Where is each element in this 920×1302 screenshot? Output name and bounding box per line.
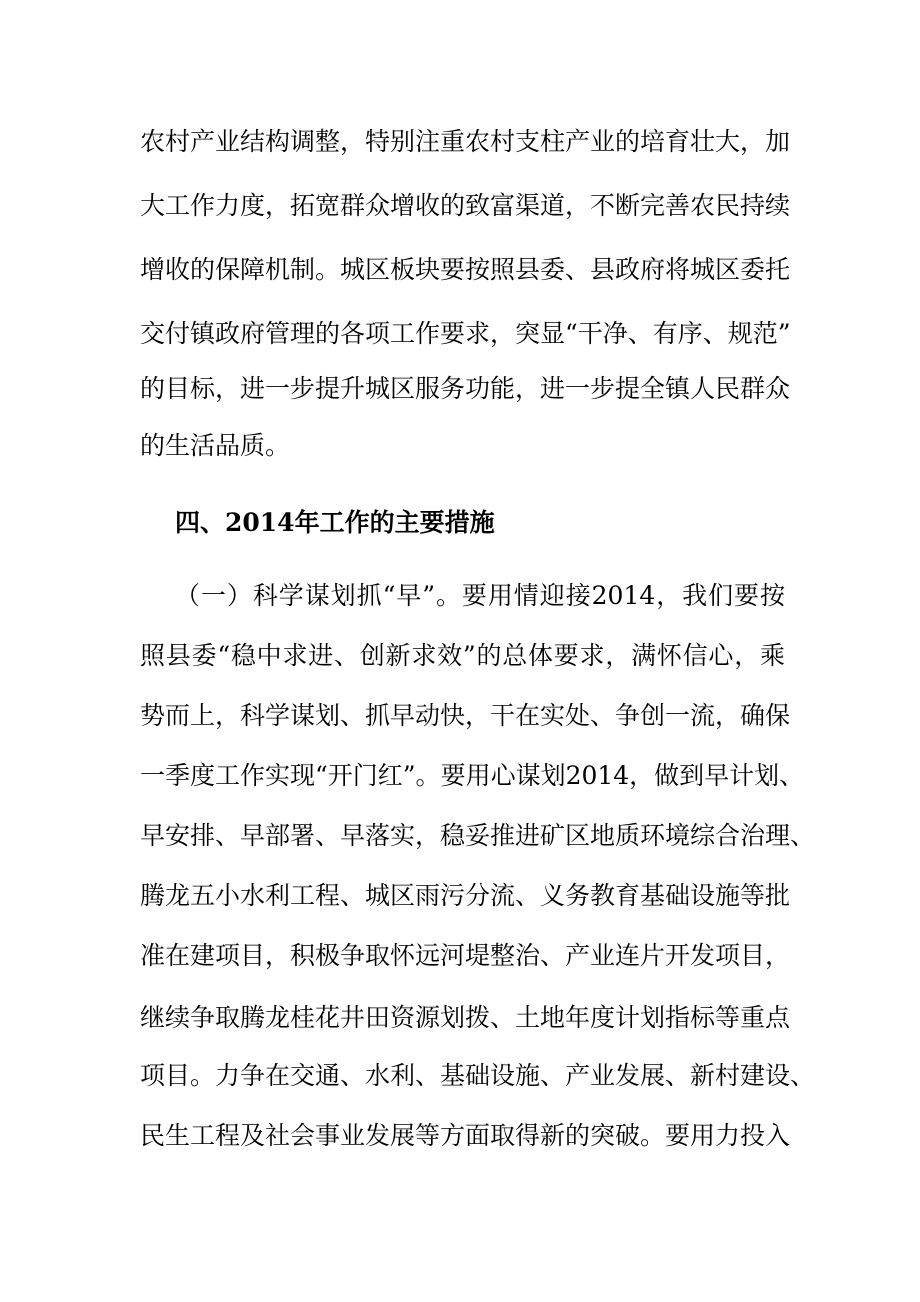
paragraph-line: 照县委“稳中求进、创新求效”的总体要求，满怀信心，乘 xyxy=(140,641,785,670)
paragraph-line: 增收的保障机制。城区板块要按照县委、县政府将城区委托 xyxy=(140,255,791,284)
paragraph-line: 一季度工作实现“开门红”。要用心谋划2014，做到早计划、 xyxy=(140,761,805,790)
paragraph-line: 腾龙五小水利工程、城区雨污分流、义务教育基础设施等批 xyxy=(140,881,791,910)
paragraph-line: 的生活品质。 xyxy=(140,431,291,460)
paragraph-line: 继续争取腾龙桂花井田资源划拨、土地年度计划指标等重点 xyxy=(140,1003,791,1032)
paragraph-line: （一）科学谋划抓“早”。要用情迎接2014，我们要按 xyxy=(175,581,785,610)
paragraph-line: 早安排、早部署、早落实，稳妥推进矿区地质环境综合治理、 xyxy=(140,821,816,850)
paragraph-line: 民生工程及社会事业发展等方面取得新的突破。要用力投入 xyxy=(140,1121,791,1150)
paragraph-line: 交付镇政府管理的各项工作要求，突显“干净、有序、规范” xyxy=(140,319,791,348)
paragraph-line: 农村产业结构调整，特别注重农村支柱产业的培育壮大，加 xyxy=(140,127,791,156)
paragraph-line: 大工作力度，拓宽群众增收的致富渠道，不断完善农民持续 xyxy=(140,191,791,220)
paragraph-line: 势而上，科学谋划、抓早动快，干在实处、争创一流，确保 xyxy=(140,701,791,730)
paragraph-line: 项目。力争在交通、水利、基础设施、产业发展、新村建设、 xyxy=(140,1061,816,1090)
paragraph-line: 的目标，进一步提升城区服务功能，进一步提全镇人民群众 xyxy=(140,374,791,403)
paragraph-line: 准在建项目，积极争取怀远河堤整治、产业连片开发项目， xyxy=(140,941,791,970)
section-heading: 四、2014年工作的主要措施 xyxy=(175,508,495,537)
